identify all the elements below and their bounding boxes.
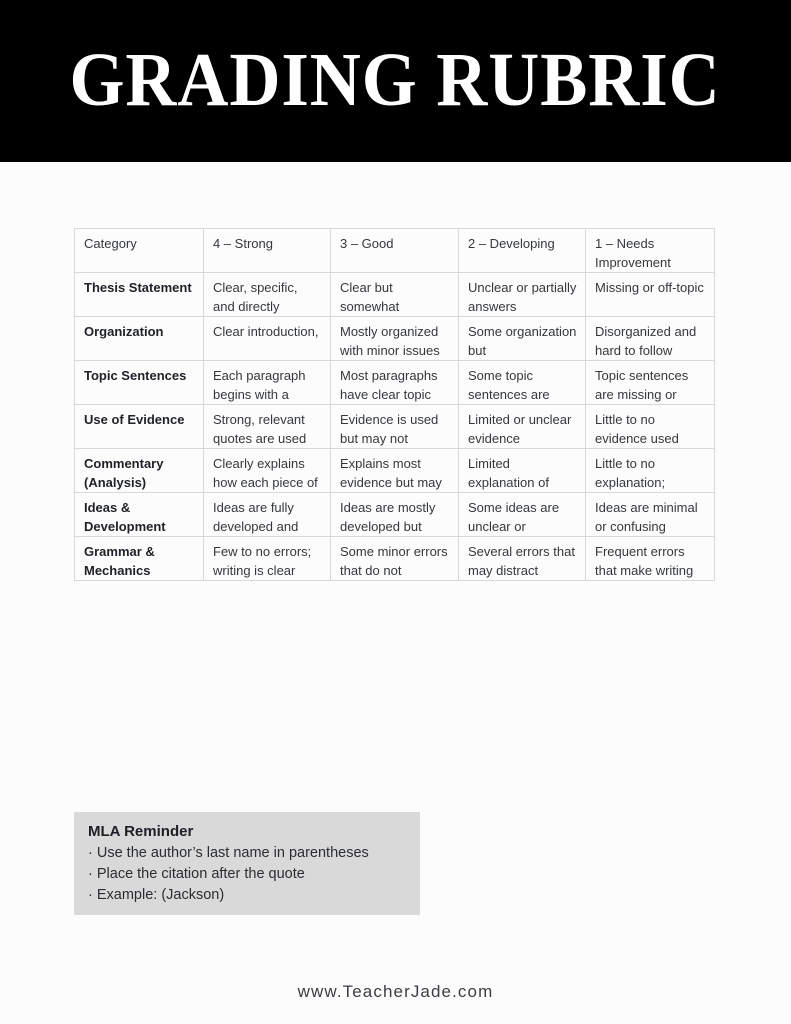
cell-grammar-needs-improvement: Frequent errors that make writing xyxy=(586,537,715,581)
table-row xyxy=(75,537,715,581)
table-row xyxy=(75,449,715,493)
row-label-organization: Organization xyxy=(75,317,204,361)
cell-ideas-strong: Ideas are fully developed and xyxy=(204,493,331,537)
cell-thesis-good: Clear but somewhat xyxy=(331,273,459,317)
table-row xyxy=(75,361,715,405)
cell-evidence-developing: Limited or unclear evidence xyxy=(459,405,586,449)
cell-topic-sentences-good: Most paragraphs have clear topic xyxy=(331,361,459,405)
row-label-thesis-statement: Thesis Statement xyxy=(75,273,204,317)
column-header-strong: 4 – Strong xyxy=(204,229,331,273)
row-label-ideas-development: Ideas & Development xyxy=(75,493,204,537)
cell-ideas-developing: Some ideas are unclear or xyxy=(459,493,586,537)
cell-grammar-developing: Several errors that may distract xyxy=(459,537,586,581)
cell-grammar-strong: Few to no errors; writing is clear xyxy=(204,537,331,581)
row-label-commentary-analysis: Commentary (Analysis) xyxy=(75,449,204,493)
table-row xyxy=(75,405,715,449)
table-header-row xyxy=(75,229,715,273)
mla-reminder-bullet: · Example: (Jackson) xyxy=(88,887,225,903)
cell-evidence-good: Evidence is used but may not xyxy=(331,405,459,449)
cell-thesis-developing: Unclear or partially answers xyxy=(459,273,586,317)
grading-rubric-table xyxy=(74,228,715,581)
cell-thesis-needs-improvement: Missing or off-topic xyxy=(586,273,715,317)
cell-topic-sentences-developing: Some topic sentences are xyxy=(459,361,586,405)
cell-grammar-good: Some minor errors that do not xyxy=(331,537,459,581)
mla-reminder-bullet: · Use the author’s last name in parentheses xyxy=(88,845,369,861)
column-header-good: 3 – Good xyxy=(331,229,459,273)
rubric-table-container xyxy=(74,228,714,581)
table-row xyxy=(75,273,715,317)
page-title: GRADING RUBRIC xyxy=(69,38,722,122)
footer-website: www.TeacherJade.com xyxy=(297,982,494,1001)
cell-organization-strong: Clear introduction, xyxy=(204,317,331,361)
column-header-developing: 2 – Developing xyxy=(459,229,586,273)
row-label-topic-sentences: Topic Sentences xyxy=(75,361,204,405)
cell-evidence-strong: Strong, relevant quotes are used xyxy=(204,405,331,449)
cell-organization-developing: Some organization but xyxy=(459,317,586,361)
cell-ideas-good: Ideas are mostly developed but xyxy=(331,493,459,537)
table-row xyxy=(75,493,715,537)
cell-commentary-strong: Clearly explains how each piece of xyxy=(204,449,331,493)
table-row xyxy=(75,317,715,361)
cell-ideas-needs-improvement: Ideas are minimal or confusing xyxy=(586,493,715,537)
row-label-grammar-mechanics: Grammar & Mechanics xyxy=(75,537,204,581)
row-label-use-of-evidence: Use of Evidence xyxy=(75,405,204,449)
column-header-category: Category xyxy=(75,229,204,273)
column-header-needs-improvement: 1 – Needs Improvement xyxy=(586,229,715,273)
cell-thesis-strong: Clear, specific, and directly xyxy=(204,273,331,317)
cell-commentary-needs-improvement: Little to no explanation; xyxy=(586,449,715,493)
cell-organization-needs-improvement: Disorganized and hard to follow xyxy=(586,317,715,361)
mla-reminder-box xyxy=(74,812,420,915)
mla-reminder-bullet: · Place the citation after the quote xyxy=(88,866,305,882)
cell-topic-sentences-strong: Each paragraph begins with a xyxy=(204,361,331,405)
cell-organization-good: Mostly organized with minor issues xyxy=(331,317,459,361)
cell-commentary-developing: Limited explanation of xyxy=(459,449,586,493)
mla-reminder-title: MLA Reminder xyxy=(88,823,194,840)
cell-commentary-good: Explains most evidence but may xyxy=(331,449,459,493)
cell-evidence-needs-improvement: Little to no evidence used xyxy=(586,405,715,449)
header-band xyxy=(0,0,791,162)
cell-topic-sentences-needs-improvement: Topic sentences are missing or xyxy=(586,361,715,405)
